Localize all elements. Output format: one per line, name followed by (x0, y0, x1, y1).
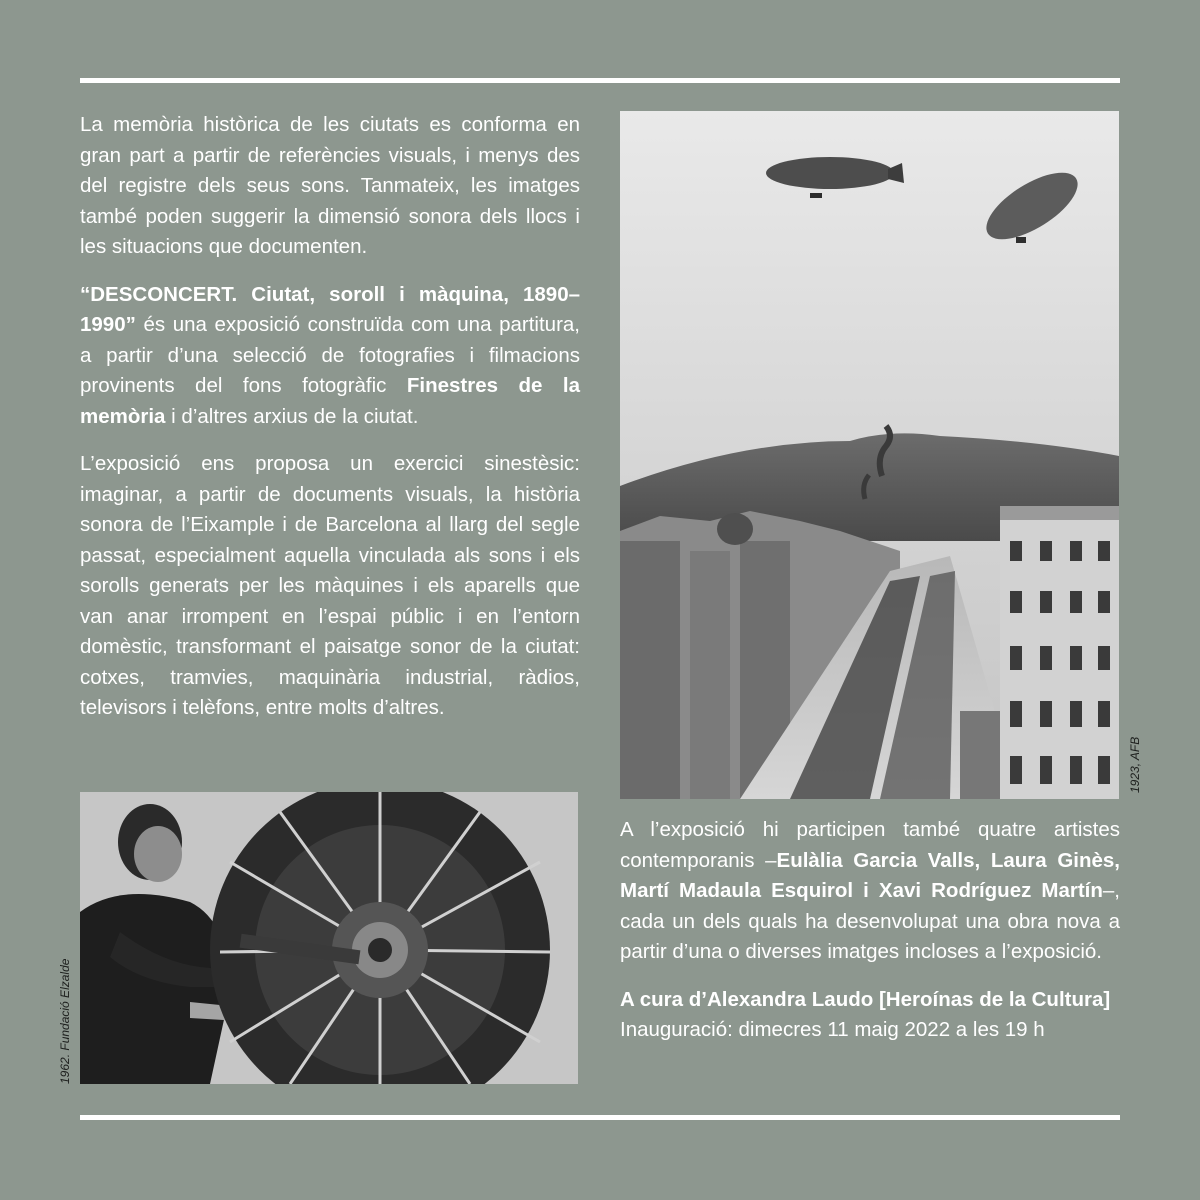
engine-photo-credit: 1962. Fundació Elzalde (58, 958, 72, 1084)
artists-paragraph-a: A l’exposició hi participen també quatre artistes contemporanis – (620, 818, 1120, 872)
barcelona-airships-photo (620, 111, 1119, 799)
artists-text (620, 815, 1120, 1063)
barcelona-photo-credit: 1923, AFB (1128, 736, 1142, 793)
intro-text (80, 110, 580, 741)
top-rule (80, 78, 1120, 83)
artists-paragraph-b: –, cada un dels quals ha desenvolupat una obra nova a partir d’una o diverses imatges incloses a l’exposició. (620, 879, 1120, 963)
exhibition-title: “DESCONCERT. Ciutat, soroll i màquina, 1890–1990” (80, 282, 580, 336)
curator-line: A cura d’Alexandra Laudo [Heroínas de la Cultura] (620, 987, 1111, 1011)
artist-names: Eulàlia Garcia Valls, Laura Ginès, Martí Madaula Esquirol i Xavi Rodríguez Martín (620, 848, 1120, 902)
intro-paragraph-3: L’exposició ens proposa un exercici sinestèsic: imaginar, a partir de documents visuals, la història sonora de l’Eixample i de Barcelona al llarg del segle passat, especialment aquella vinculada als sons i els sorolls generats per les màquines i els aparells que van anar irrompent en l’espai públic i en l’entorn domèstic, transformant el paisatge sonor de la ciutat: cotxes, tramvies, maquinària industrial, ràdios, televisors i telèfons, entre molts d’altres. (80, 452, 580, 719)
intro-paragraph-2-b: i d’altres arxius de la ciutat. (165, 404, 419, 428)
archive-name: Finestres de la memòria (80, 374, 580, 428)
opening-line: Inauguració: dimecres 11 maig 2022 a les 19 h (620, 1018, 1045, 1041)
artists-paragraph (620, 815, 1120, 968)
credits-block (620, 985, 1120, 1046)
bottom-rule (80, 1115, 1120, 1120)
intro-paragraph-2-a: és una exposició construïda com una partitura, a partir d’una selecció de fotografies i filmacions provinents del fons fotogràfic (80, 313, 580, 397)
intro-paragraph-2 (80, 280, 580, 433)
radial-engine-photo (80, 792, 578, 1084)
intro-paragraph-1: La memòria històrica de les ciutats es conforma en gran part a partir de referències visuals, i menys des del registre dels seus sons. Tanmateix, les imatges també poden suggerir la dimensió sonora dels llocs i les situacions que documenten. (80, 113, 580, 258)
